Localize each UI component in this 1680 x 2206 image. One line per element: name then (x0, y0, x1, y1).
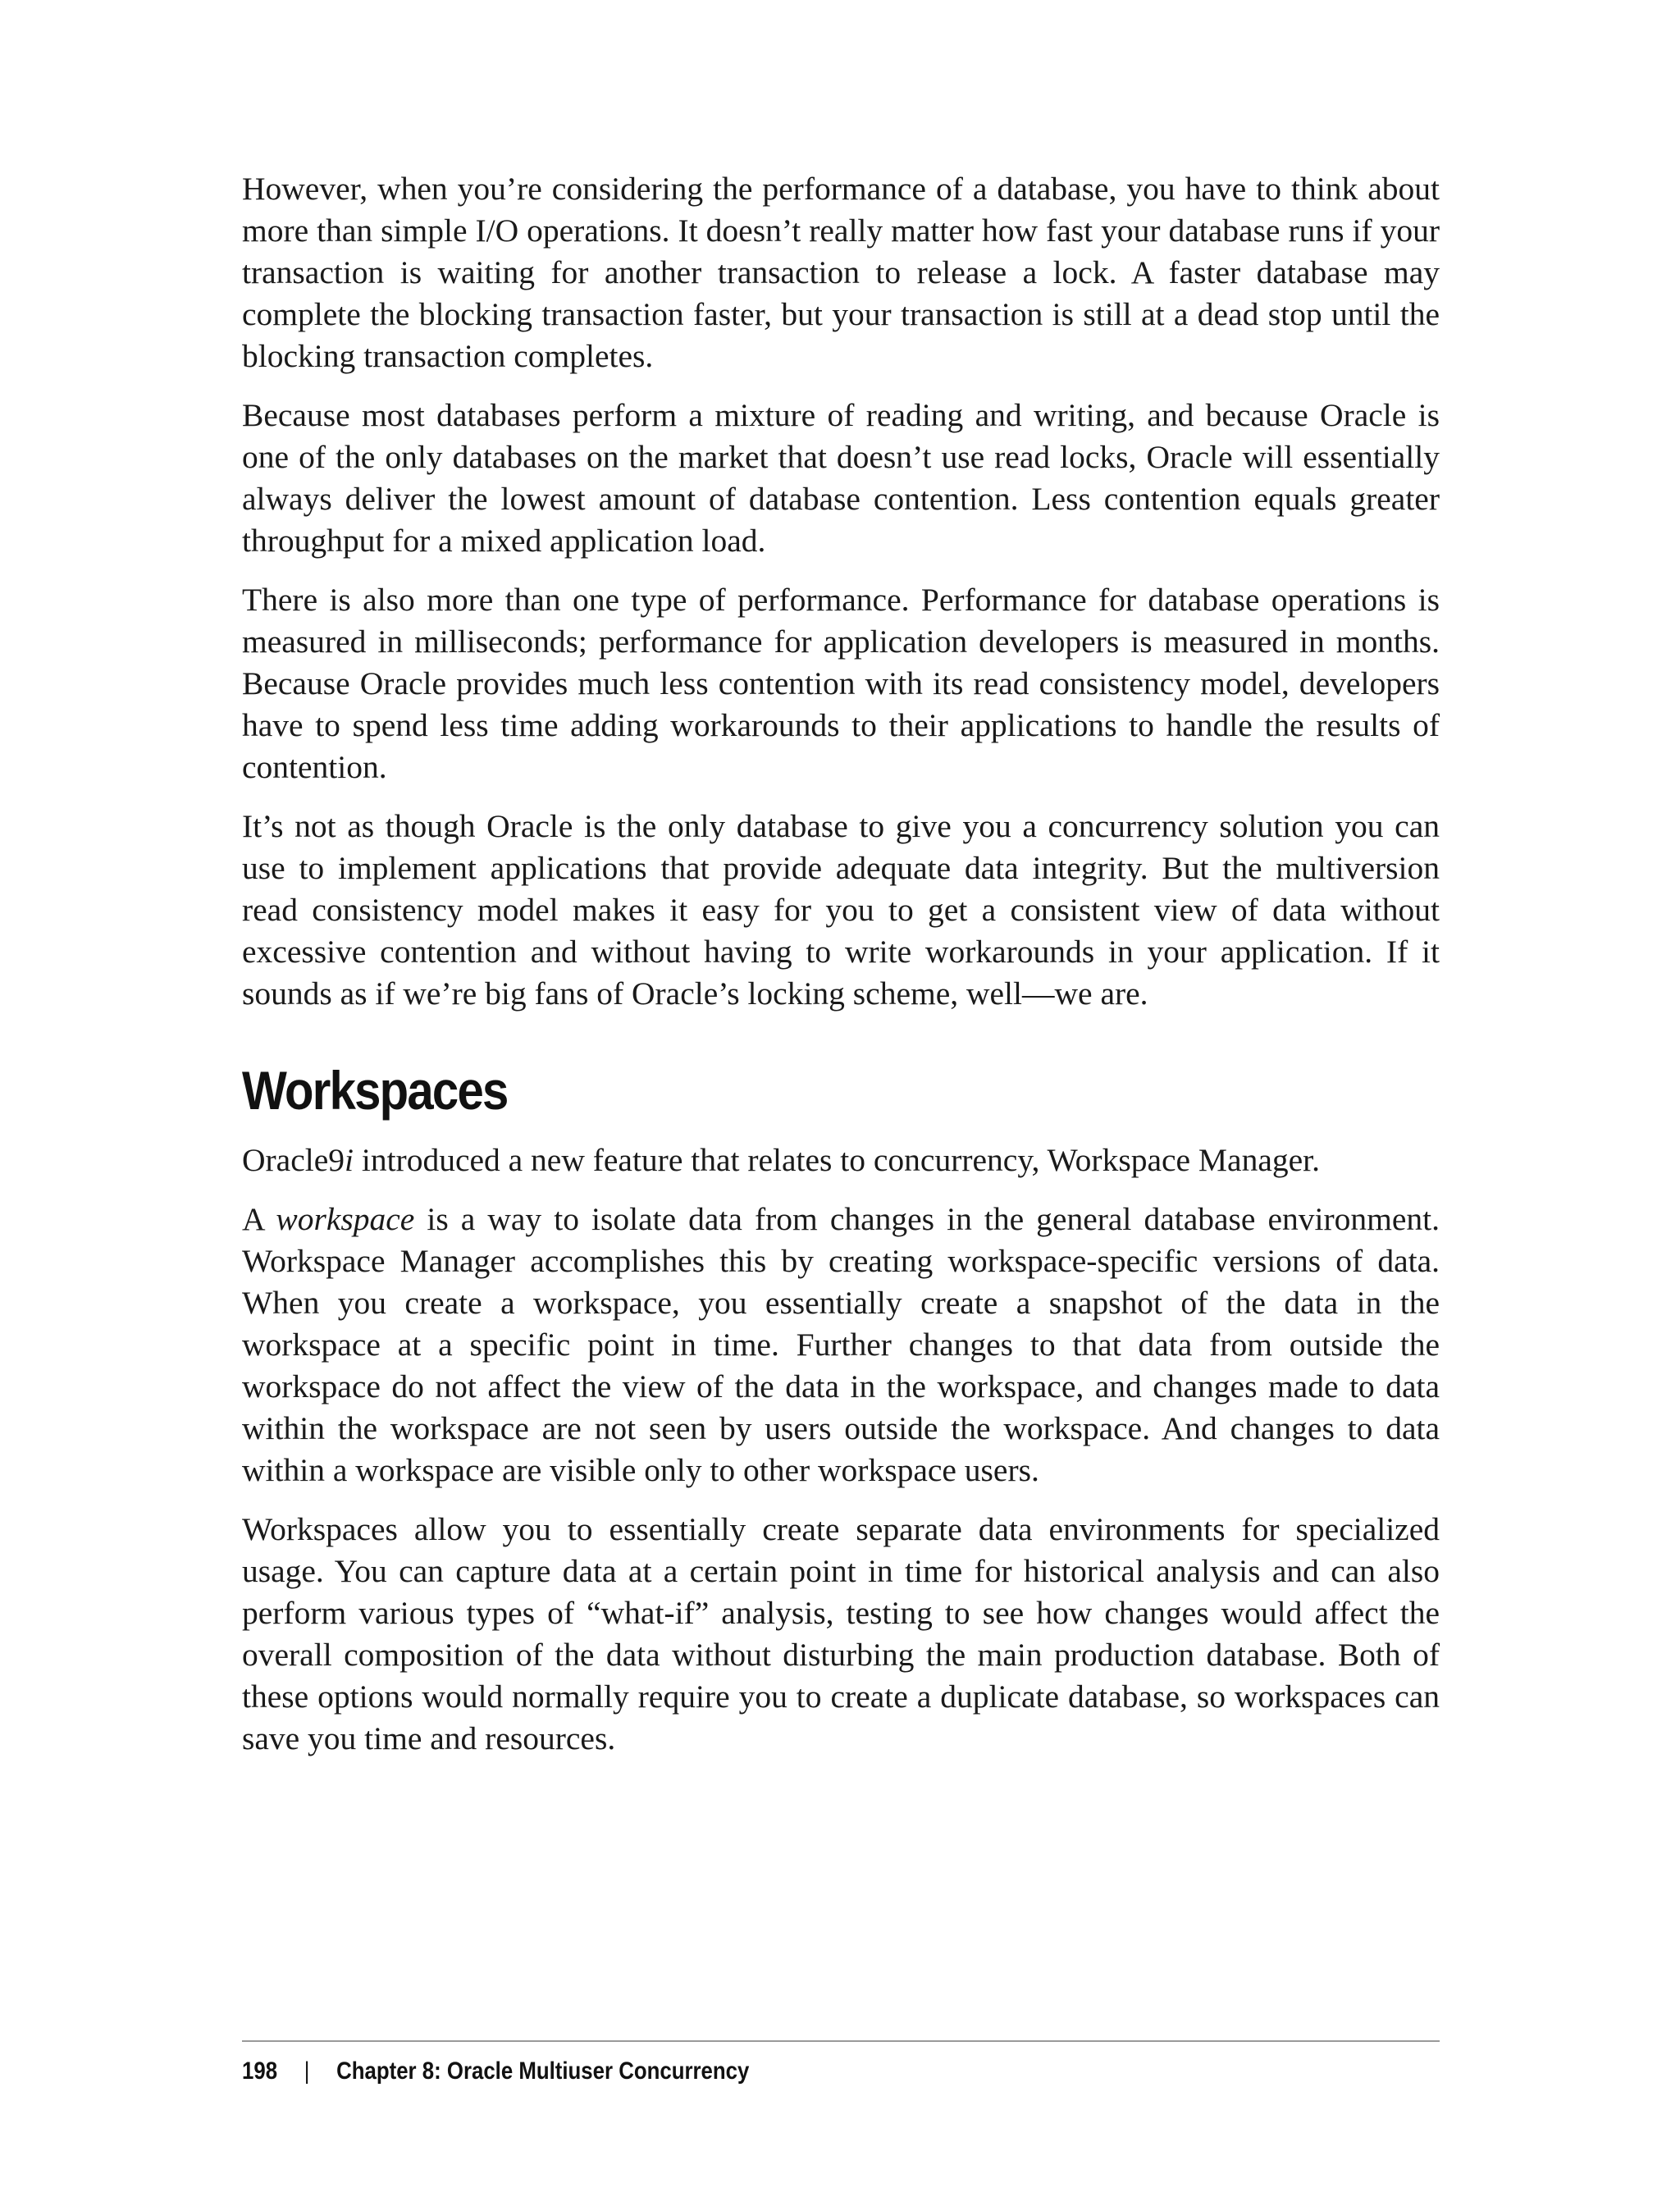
definition-term-workspace: workspace (276, 1201, 415, 1237)
intro-text-end: introduced a new feature that relates to concurrency, Workspace Manager. (353, 1142, 1320, 1178)
page-number: 198 (242, 2058, 278, 2085)
paragraph-concurrency-solution: It’s not as though Oracle is the only database to give you a concurrency solution you can use to implement applications that provide adequate data integrity. But the multiversion read consistency model makes it easy for you to get a consistent view of data without excessive contention and without having to write workarounds in your application. If it sounds as if we’re big fans of Oracle’s locking scheme, well—we are. (242, 808, 1440, 1012)
intro-italic-i: i (345, 1142, 354, 1178)
paragraph-workspace-intro (242, 1140, 1440, 1181)
paragraph-workspace-usage: Workspaces allow you to essentially create separate data environments for specialized usage. You can capture data at a certain point in time for historical analysis and can also perform various types of “what-if” analysis, testing to see how changes would affect the overall composition of the data without disturbing the main production database. Both of these options would normally require you to create a duplicate database, so workspaces can save you time and resources. (242, 1511, 1440, 1756)
paragraph-workspace-definition (242, 1199, 1440, 1491)
intro-text-start: Oracle9 (242, 1142, 345, 1178)
page-body (242, 168, 1440, 1777)
definition-text-body: is a way to isolate data from changes in the general database environment. Workspace Manager accomplishes this by creating workspace-specific versions of data. When you create a workspace, you essentially create a snapshot of the data in the workspace at a specific point in time. Further changes to that data from outside the workspace do not affect the view of the data in the workspace, and changes made to data within the workspace are not seen by users outside the workspace. And changes to data within a workspace are visible only to other workspace users. (242, 1201, 1440, 1488)
chapter-title: Chapter 8: Oracle Multiuser Concurrency (336, 2058, 750, 2085)
paragraph-performance-types: There is also more than one type of performance. Performance for database operations is measured in milliseconds; performance for application developers is measured in months. Because Oracle provides much less contention with its read consistency model, developers have to spend less time adding workarounds to their applications to handle the results of contention. (242, 582, 1440, 785)
footer-inner (242, 2055, 749, 2088)
section-heading-workspaces: Workspaces (242, 1060, 508, 1121)
paragraph-read-locks: Because most databases perform a mixture of reading and writing, and because Oracle is one of the only databases on the market that doesn’t use read locks, Oracle will essentially always deliver the lowest amount of database contention. Less contention equals greater throughput for a mixed application load. (242, 397, 1440, 559)
page-footer (242, 2040, 1440, 2088)
definition-text-start: A (242, 1201, 276, 1237)
paragraph-performance-io: However, when you’re considering the performance of a database, you have to think about more than simple I/O operations. It doesn’t really matter how fast your database runs if your transaction is waiting for another transaction to release a lock. A faster database may complete the blocking transaction faster, but your transaction is still at a dead stop until the blocking transaction completes. (242, 171, 1440, 374)
footer-separator: | (304, 2058, 310, 2085)
